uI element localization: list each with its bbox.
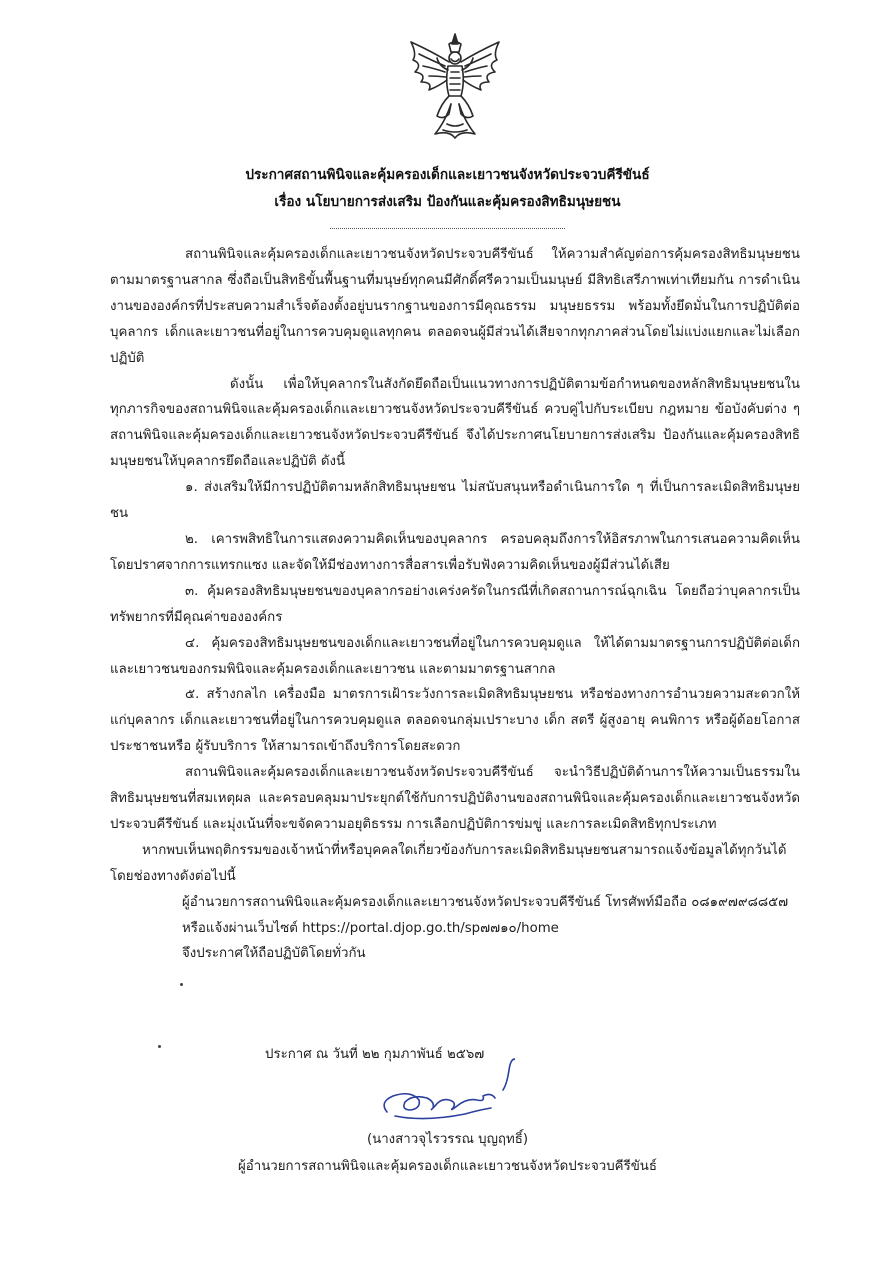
signer-position: ผู้อำนวยการสถานพินิจและคุ้มครองเด็กและเยาวชนจังหวัดประจวบคีรีขันธ์: [237, 1159, 658, 1174]
commitment-paragraph: สถานพินิจและคุ้มครองเด็กและเยาวชนจังหวัดประจวบคีรีขันธ์ จะนำวิธีปฏิบัติด้านการให้ความเป็นธรรมในสิทธิมนุษยชนที่สมเหตุผล และครอบคลุมมาประยุกต์ใช้กับการปฏิบัติงานของสถานพินิจและคุ้มครองเด็กและเยาวชนจังหวัดประจวบคีรีขันธ์ และมุ่งเน้นที่จะขจัดความอยุติธรรม การเลือกปฏิบัติการข่มขู่ และการละเมิดสิทธิทุกประเภท: [110, 765, 800, 832]
intro-paragraph: สถานพินิจและคุ้มครองเด็กและเยาวชนจังหวัดประจวบคีรีขันธ์ ให้ความสำคัญต่อการคุ้มครองสิทธิมนุษยชนตามมาตรฐานสากล ซึ่งถือเป็นสิทธิขั้นพื้นฐานที่มนุษย์ทุกคนมีศักดิ์ศรีความเป็นมนุษย์ มีสิทธิเสรีภาพเท่าเทียมกัน การดำเนินงานขององค์กรที่ประสบความสำเร็จต้องตั้งอยู่บนรากฐานของการมีคุณธรรม มนุษยธรรม พร้อมทั้งยึดมั่นในการปฏิบัติต่อบุคลากร เด็กและเยาวชนที่อยู่ในการควบคุมดูแลทุกคน ตลอดจนผู้มีส่วนได้เสียจากทุกภาคส่วนโดยไม่แบ่งแยกและไม่เลือกปฏิบัติ: [110, 247, 800, 366]
closing-line: จึงประกาศให้ถือปฏิบัติโดยทั่วกัน: [182, 946, 366, 962]
garuda-emblem-icon: [405, 30, 505, 142]
contact-website-line: หรือแจ้งผ่านเว็บไซต์ https://portal.djop.go.th/sp๗๗๑๐/home: [182, 920, 559, 936]
title-divider: [330, 228, 565, 229]
bullet-dot: [180, 983, 183, 986]
bullet-dot: [158, 1045, 161, 1048]
contact-phone-line: ผู้อำนวยการสถานพินิจและคุ้มครองเด็กและเยาวชนจังหวัดประจวบคีรีขันธ์ โทรศัพท์มือถือ ๐๘๑๙๗๙๘๘๕๗: [182, 894, 789, 910]
announcement-date: ประกาศ ณ วันที่ ๒๒ กุมภาพันธ์ ๒๕๖๗: [265, 1047, 485, 1062]
policy-item-3: ๓. คุ้มครองสิทธิมนุษยชนของบุคลากรอย่างเคร่งครัดในกรณีที่เกิดสถานการณ์ฉุกเฉิน โดยถือว่าบุคลากรเป็นทรัพยากรที่มีคุณค่าขององค์กร: [110, 583, 800, 625]
policy-item-1: ๑. ส่งเสริมให้มีการปฏิบัติตามหลักสิทธิมนุษยชน ไม่สนับสนุนหรือดำเนินการใด ๆ ที่เป็นการละเมิดสิทธิมนุษยชน: [110, 480, 800, 522]
policy-item-2: ๒. เคารพสิทธิในการแสดงความคิดเห็นของบุคลากร ครอบคลุมถึงการให้อิสรภาพในการเสนอความคิดเห็นโดยปราศจากการแทรกแซง และจัดให้มีช่องทางการสื่อสารเพื่อรับฟังความคิดเห็นของผู้มีส่วนได้เสีย: [110, 531, 800, 573]
policy-item-5: ๕. สร้างกลไก เครื่องมือ มาตรการเฝ้าระวังการละเมิดสิทธิมนุษยชน หรือช่องทางการอำนวยความสะดวกให้แก่บุคลากร เด็กและเยาวชนที่อยู่ในการควบคุมดูแล ตลอดจนกลุ่มเปราะบาง เด็ก สตรี ผู้สูงอายุ คนพิการ หรือผู้ด้อยโอกาส ประชาชนหรือ ผู้รับบริการ ให้สามารถเข้าถึงบริการโดยสะดวก: [110, 687, 800, 755]
announcement-subject: เรื่อง นโยบายการส่งเสริม ป้องกันและคุ้มครองสิทธิมนุษยชน: [274, 194, 621, 210]
signer-name: (นางสาวจุไรวรรณ บุญฤทธิ์): [366, 1132, 529, 1147]
signature-icon: [375, 1050, 515, 1130]
report-paragraph: หากพบเห็นพฤติกรรมของเจ้าหน้าที่หรือบุคคลใดเกี่ยวข้องกับการละเมิดสิทธิมนุษยชนสามารถแจ้งข้อมูลได้ทุกวันได้โดยช่องทางดังต่อไปนี้: [110, 842, 787, 884]
policy-intro-paragraph: ดังนั้น เพื่อให้บุคลากรในสังกัดยึดถือเป็นแนวทางการปฏิบัติตามข้อกำหนดของหลักสิทธิมนุษยชนในทุกภารกิจของสถานพินิจและคุ้มครองเด็กและเยาวชนจังหวัดประจวบคีรีขันธ์ ควบคู่ไปกับระเบียบ กฎหมาย ข้อบังคับต่าง ๆ สถานพินิจและคุ้มครองเด็กและเยาวชนจังหวัดประจวบคีรีขันธ์ จึงได้ประกาศนโยบายการส่งเสริม ป้องกันและคุ้มครองสิทธิมนุษยชนให้บุคลากรยึดถือและปฏิบัติ ดังนี้: [110, 376, 800, 470]
announcement-body: [110, 242, 800, 967]
announcement-title: ประกาศสถานพินิจและคุ้มครองเด็กและเยาวชนจังหวัดประจวบคีรีขันธ์: [245, 167, 650, 183]
policy-item-4: ๔. คุ้มครองสิทธิมนุษยชนของเด็กและเยาวชนที่อยู่ในการควบคุมดูแล ให้ได้ตามมาตรฐานการปฏิบัติต่อเด็กและเยาวชนของกรมพินิจและคุ้มครองเด็กและเยาวชน และตามมาตรฐานสากล: [110, 635, 800, 677]
